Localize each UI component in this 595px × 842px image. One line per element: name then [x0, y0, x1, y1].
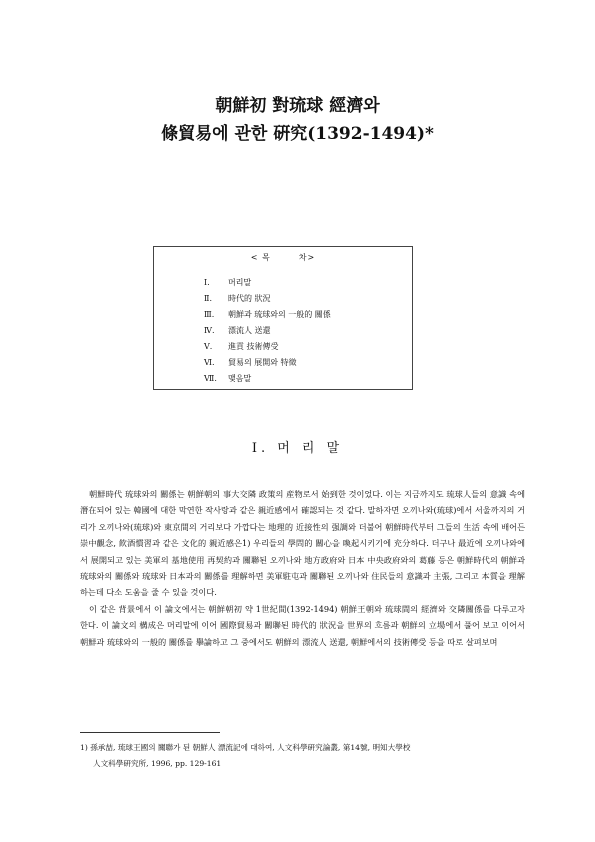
toc-item	[204, 275, 331, 291]
toc-item-number: Ⅶ.	[204, 374, 217, 383]
paragraph: 朝鮮時代 琉球와의 關係는 朝鮮朝의 事大交隣 政策의 産物로서 始到한 것이었다. 이는 지금까지도 琉球人들의 意識 속에 潛在되어 있는 韓國에 대한 막연한 작사랑과 같은 親近感에서 確認되는 것 같다. 말하자면 오끼나와(琉球)에서 서울까지의 거리가 오끼나와(琉球)와 東京間의 거리보다 가깝다는 地理的 近接性의 强調와 더불어 朝鮮時代부터 그들의 生活 속에 배어든 崇中觀念, 飮酒慣習과 같은 文化的 親近感은1) 우리들의 學問的 關心을 喚起시키기에 充分하다. 더구나 最近에 오끼나와에서 展開되고 있는 美軍의 基地使用 再契約과 關聯된 오끼나와 地方政府와 日本 中央政府와의 葛藤 등은 朝鮮時代의 朝鮮과 琉球와의 關係와 琉球와 日本과의 關係를 理解하면 美軍駐屯과 關聯된 오끼나와 住民들의 意識과 主張, 그리고 本質을 理解하는데 다소 도움을 줄 수 있을 것이다.	[80, 489, 525, 598]
footnote-line-2: 人文科學硏究所, 1996, pp. 129-161	[93, 759, 222, 768]
footnote-line-1: 1) 孫承喆, 琉球王國의 關聯가 된 朝鮮人 漂流記에 대하여, 人文科學硏究論叢, 第14號, 明知大學校	[80, 743, 411, 752]
toc-item-text: 머리말	[228, 278, 252, 287]
toc-item-text: 貿易의 展開와 特徵	[228, 358, 297, 367]
toc-item-text: 時代的 狀況	[228, 294, 271, 303]
toc-item	[204, 371, 331, 387]
paragraph: 이 같은 背景에서 이 論文에서는 朝鮮朝初 약 1世紀間(1392-1494) 朝鮮王朝와 琉球間의 經濟와 交隣關係를 다루고자 한다. 이 論文의 構成은 머리말에 이어 國際貿易과 關聯된 時代的 狀況을 世界의 흐름과 朝鮮의 立場에서 풀어 보고 이어서 朝鮮과 琉球와의 一般的 關係를 擧論하고 그 중에서도 朝鮮의 漂流人 送還, 朝鮮에서의 技術傳受 등을 따로 살펴보며	[80, 603, 525, 647]
toc-heading-right: 차>	[298, 253, 316, 262]
toc-item	[204, 307, 331, 323]
toc-item-number: Ⅳ.	[204, 326, 215, 335]
toc-item	[204, 355, 331, 371]
toc-list	[204, 275, 331, 387]
toc-item	[204, 323, 331, 339]
toc-heading-left: < 목	[250, 253, 271, 262]
title-line-1: 朝鮮初 對琉球 經濟와	[215, 96, 380, 116]
title-line-2: 條貿易에 관한 硏究(1392-1494)*	[161, 124, 434, 144]
toc-item-text: 漂流人 送還	[228, 326, 271, 335]
toc-heading	[154, 252, 412, 263]
toc-item-number: Ⅰ.	[204, 278, 210, 287]
footnote-divider	[80, 732, 220, 733]
paper-title	[0, 92, 595, 148]
body-text	[80, 486, 525, 650]
table-of-contents	[153, 246, 413, 390]
toc-item	[204, 291, 331, 307]
toc-item-text: 進貢 技術傳受	[228, 342, 279, 351]
toc-item	[204, 339, 331, 355]
toc-item-text: 맺음말	[228, 374, 252, 383]
toc-item-number: Ⅴ.	[204, 342, 213, 351]
footnote	[80, 740, 525, 772]
toc-item-number: Ⅱ.	[204, 294, 212, 303]
section-heading: Ⅰ. 머 리 말	[251, 441, 344, 456]
toc-item-number: Ⅲ.	[204, 310, 215, 319]
toc-item-text: 朝鮮과 琉球와의 一般的 關係	[228, 310, 331, 319]
toc-item-number: Ⅵ.	[204, 358, 215, 367]
